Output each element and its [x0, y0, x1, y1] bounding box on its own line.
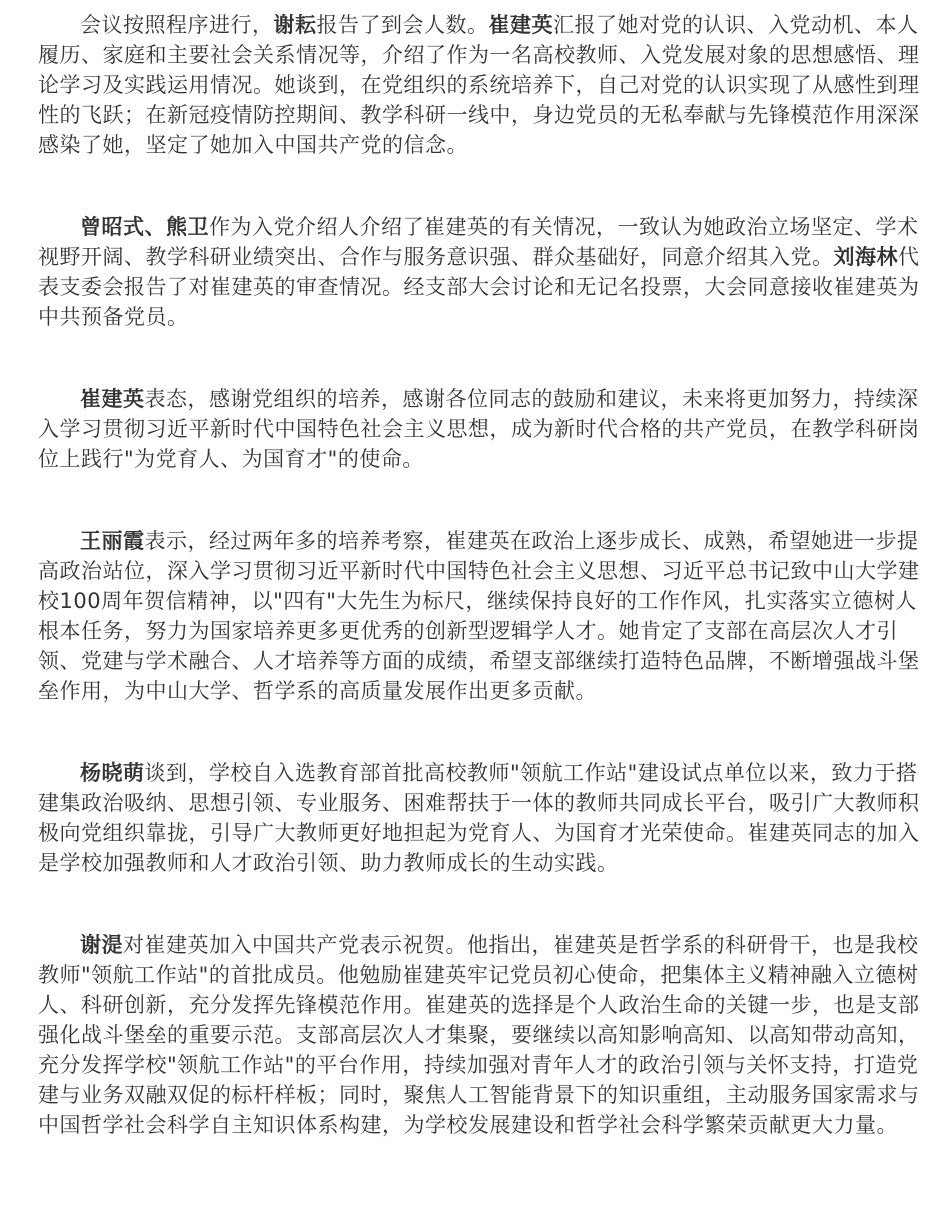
- person-name: 曾昭式、熊卫: [80, 215, 209, 239]
- paragraph: [38, 212, 920, 332]
- paragraph: [38, 526, 920, 706]
- paragraph: [38, 10, 920, 160]
- paragraph: [38, 758, 920, 878]
- paragraph-text: 汇报了她对党的认识、入党动机、本人履历、家庭和主要社会关系情况等，介绍了作为一名高校教师、入党发展对象的思想感悟、理论学习及实践运用情况。她谈到，在党组织的系统培养下，自己对党的认识实现了从感性到理性的飞跃；在新冠疫情防控期间、教学科研一线中，身边党员的无私奉献与先锋模范作用深深感染了她，坚定了她加入中国共产党的信念。: [38, 13, 920, 157]
- paragraph-text: 谈到，学校自入选教育部首批高校教师"领航工作站"建设试点单位以来，致力于搭建集政治吸纳、思想引领、专业服务、困难帮扶于一体的教师共同成长平台，吸引广大教师积极向党组织靠拢，引导广大教师更好地担起为党育人、为国育才光荣使命。崔建英同志的加入是学校加强教师和人才政治引领、助力教师成长的生动实践。: [38, 761, 920, 875]
- person-name: 杨晓萌: [80, 761, 145, 785]
- paragraph-text: 会议按照程序进行，: [80, 13, 274, 37]
- person-name: 崔建英: [80, 387, 145, 411]
- paragraph-text: 对崔建英加入中国共产党表示祝贺。他指出，崔建英是哲学系的科研骨干，也是我校教师"领航工作站"的首批成员。他勉励崔建英牢记党员初心使命，把集体主义精神融入立德树人、科研创新，充分发挥先锋模范作用。崔建英的选择是个人政治生命的关键一步，也是支部强化战斗堡垒的重要示范。支部高层次人才集聚，要继续以高知影响高知、以高知带动高知，充分发挥学校"领航工作站"的平台作用，持续加强对青年人才的政治引领与关怀支持，打造党建与业务双融双促的标杆样板；同时，聚焦人工智能背景下的知识重组，主动服务国家需求与中国哲学社会科学自主知识体系构建，为学校发展建设和哲学社会科学繁荣贡献更大力量。: [38, 933, 920, 1137]
- person-name: 谢耘: [273, 13, 317, 37]
- paragraph-text: 报告了到会人数。: [316, 13, 489, 37]
- paragraph: [38, 930, 920, 1140]
- person-name: 谢湜: [80, 933, 123, 957]
- paragraph-text: 作为入党介绍人介绍了崔建英的有关情况，一致认为她政治立场坚定、学术视野开阔、教学科研业绩突出、合作与服务意识强、群众基础好，同意介绍其入党。: [38, 215, 919, 269]
- paragraph: [38, 384, 920, 474]
- person-name: 刘海林: [833, 245, 898, 269]
- paragraph-text: 表示，经过两年多的培养考察，崔建英在政治上逐步成长、成熟，希望她进一步提高政治站位，深入学习贯彻习近平新时代中国特色社会主义思想、习近平总书记致中山大学建校100周年贺信精神，以"四有"大先生为标尺，继续保持良好的工作作风，扎实落实立德树人根本任务，努力为国家培养更多更优秀的创新型逻辑学人才。她肯定了支部在高层次人才引领、党建与学术融合、人才培养等方面的成绩，希望支部继续打造特色品牌，不断增强战斗堡垒作用，为中山大学、哲学系的高质量发展作出更多贡献。: [38, 529, 920, 703]
- person-name: 崔建英: [488, 13, 553, 37]
- paragraph-text: 代表支委会报告了对崔建英的审查情况。经支部大会讨论和无记名投票，大会同意接收崔建英为中共预备党员。: [38, 245, 920, 329]
- paragraph-text: 表态，感谢党组织的培养，感谢各位同志的鼓励和建议，未来将更加努力，持续深入学习贯彻习近平新时代中国特色社会主义思想，成为新时代合格的共产党员，在教学科研岗位上践行"为党育人、为国育才"的使命。: [38, 387, 920, 471]
- person-name: 王丽霞: [80, 529, 145, 553]
